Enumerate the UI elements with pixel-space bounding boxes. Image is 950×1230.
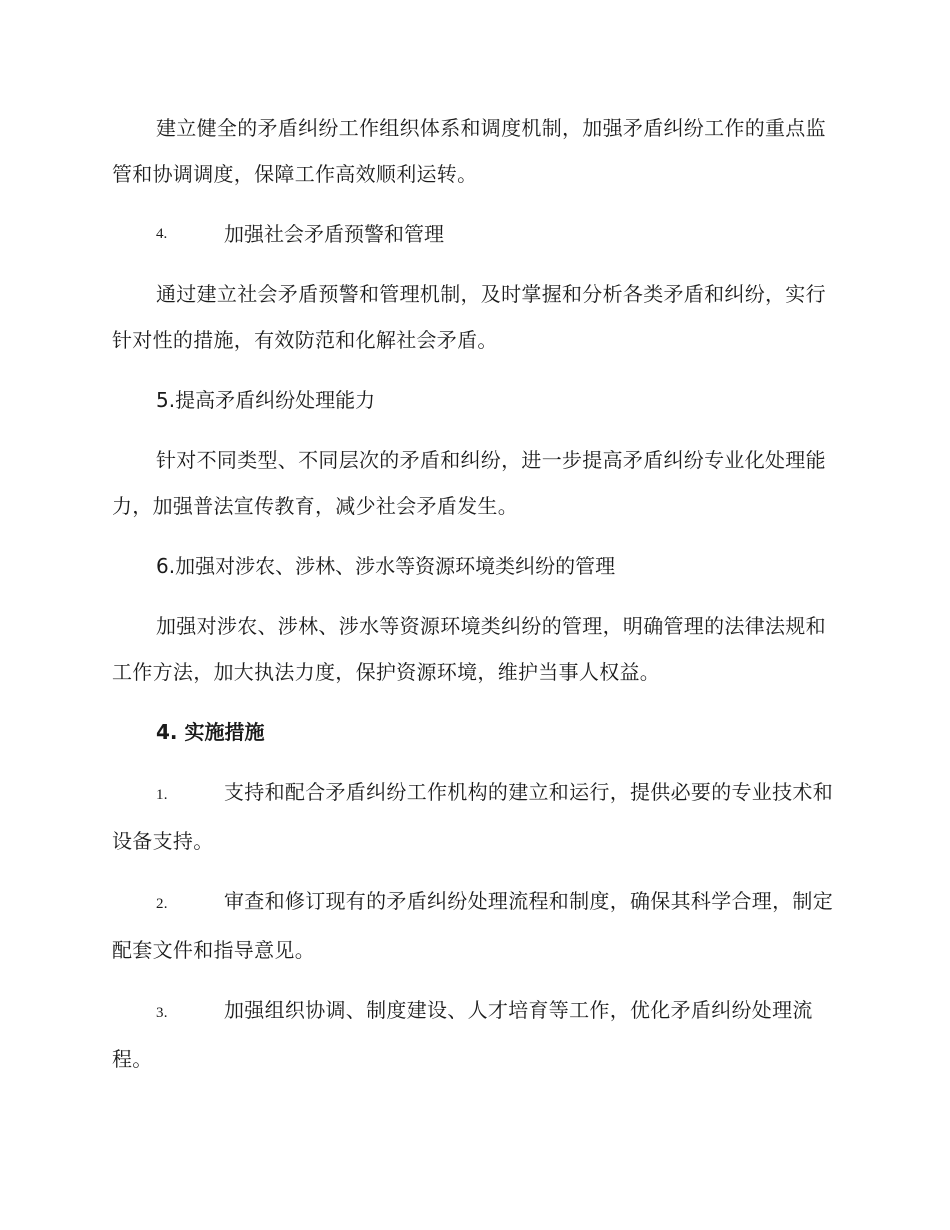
- list-item-text: 审查和修订现有的矛盾纠纷处理流程和制度，确保其科学合理，制定配套文件和指导意见。: [112, 889, 833, 962]
- list-item: [112, 769, 834, 864]
- subheading-6: 6.加强对涉农、涉林、涉水等资源环境类纠纷的管理: [156, 554, 616, 578]
- paragraph-organization: 建立健全的矛盾纠纷工作组织体系和调度机制，加强矛盾纠纷工作的重点监管和协调调度，保障工作高效顺利运转。: [112, 116, 826, 186]
- list-item: [112, 987, 834, 1082]
- list-item-number: 2.: [156, 896, 168, 912]
- subheading-number: 4.: [156, 226, 168, 242]
- document-page: [112, 105, 834, 1096]
- list-item-text: 支持和配合矛盾纠纷工作机构的建立和运行，提供必要的专业技术和设备支持。: [112, 780, 833, 853]
- subheading-text: 加强社会矛盾预警和管理: [224, 222, 444, 246]
- section-heading-implementation: 4. 实施措施: [156, 720, 265, 744]
- subheading-4: [112, 211, 834, 257]
- list-item-number: 3.: [156, 1005, 168, 1021]
- paragraph-warning: 通过建立社会矛盾预警和管理机制，及时掌握和分析各类矛盾和纠纷，实行针对性的措施，有效防范和化解社会矛盾。: [112, 282, 826, 352]
- list-item: [112, 878, 834, 973]
- list-item-number: 1.: [156, 787, 168, 803]
- subheading-5: 5.提高矛盾纠纷处理能力: [156, 388, 376, 412]
- paragraph-resources: 加强对涉农、涉林、涉水等资源环境类纠纷的管理，明确管理的法律法规和工作方法，加大执法力度，保护资源环境，维护当事人权益。: [112, 614, 826, 684]
- list-item-text: 加强组织协调、制度建设、人才培育等工作，优化矛盾纠纷处理流程。: [112, 998, 813, 1071]
- paragraph-capability: 针对不同类型、不同层次的矛盾和纠纷，进一步提高矛盾纠纷专业化处理能力，加强普法宣传教育，减少社会矛盾发生。: [112, 448, 826, 518]
